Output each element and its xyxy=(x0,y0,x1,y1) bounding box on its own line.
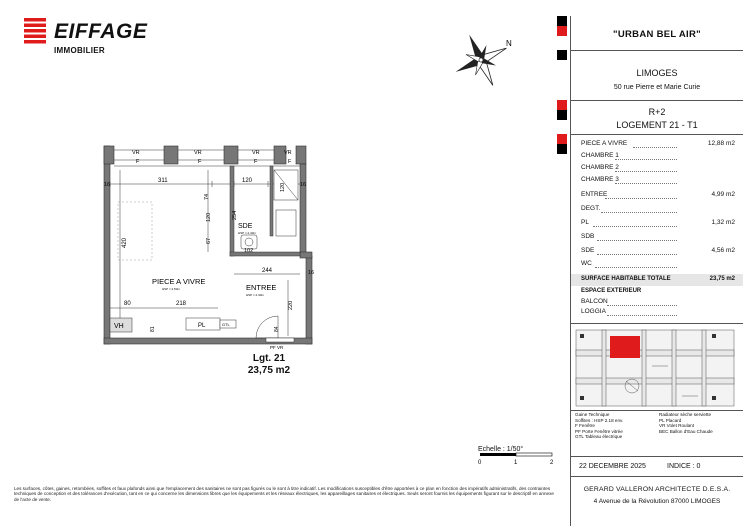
corner-square-icon xyxy=(557,134,567,144)
legend-item: VR Volet Roulant xyxy=(659,423,694,428)
room-name: SDB xyxy=(581,233,595,240)
exterior-item: BALCON xyxy=(581,298,608,305)
legend-item: BEC Ballon d'Eau Chaude xyxy=(659,428,713,434)
total-label: SURFACE HABITABLE TOTALE xyxy=(581,276,671,282)
scale-bar xyxy=(478,452,558,472)
dim-244: 244 xyxy=(262,268,273,274)
dim-420: 420 xyxy=(122,237,128,248)
architect-name: GERARD VALLERON ARCHITECTE D.E.S.A. xyxy=(583,486,731,493)
dim-120c: 120 xyxy=(206,212,212,222)
room-name: CHAMBRE 2 xyxy=(581,164,619,171)
room-name: CHAMBRE 1 xyxy=(581,152,619,159)
dim-218: 218 xyxy=(176,301,187,307)
total-surface-row xyxy=(571,274,743,286)
placard-label: PL xyxy=(198,323,206,329)
room-name: CHAMBRE 3 xyxy=(581,176,619,183)
scale-tick-0: 0 xyxy=(478,460,482,466)
window-label-2: VR xyxy=(194,150,202,156)
floor-plan xyxy=(96,140,326,350)
dim-16c: 16 xyxy=(308,270,315,276)
building-keymap xyxy=(572,326,738,410)
plan-index: INDICE : 0 xyxy=(667,463,701,470)
window-label-1: VR xyxy=(132,150,140,156)
dim-74: 74 xyxy=(204,193,210,200)
legend-item: PL Placard xyxy=(659,417,682,423)
dim-102: 102 xyxy=(244,248,254,254)
window-label-3: VR xyxy=(252,150,260,156)
pf-label: PF VR xyxy=(270,345,284,350)
legend-item: Radiateur sèche serviette xyxy=(659,412,712,417)
project-city: LIMOGES xyxy=(636,68,678,78)
room-value: 12,88 m2 xyxy=(707,140,735,147)
compass-rose-icon xyxy=(446,24,516,94)
room-label-living: PIECE A VIVRE xyxy=(152,277,206,286)
legend-item: GTL Tableau électrique xyxy=(575,434,623,439)
scale-label: Echelle : 1/50° xyxy=(478,446,524,453)
exterior-header: ESPACE EXTERIEUR xyxy=(581,288,642,294)
corner-square-icon xyxy=(557,50,567,60)
legend-item: F Fenêtre xyxy=(575,423,595,428)
lot-label-block xyxy=(246,353,292,377)
exterior-item: LOGGIA xyxy=(581,308,606,315)
eiffage-logo-mark-icon xyxy=(24,18,46,44)
room-label-entry: ENTREE xyxy=(246,283,277,292)
f-label-1: F xyxy=(136,159,140,165)
project-title: "URBAN BEL AIR" xyxy=(613,29,701,40)
disclaimer-text: Les surfaces, côtes, gaines, retombées, soffites et faux plafonds ainsi que l'emplacement des sanitaires ne sont pas figurés ou le sont à titre indicatif. Les modifications susceptibles d'être apportées à ce plan en fonction des impératifs administratifs, des contraintes techniques de conception et des tolérances d'exécution, tant en ce qui concerne les dimensions libres que les équipements et les réseaux électriques, les appareillages sanitaires et électriques. Seuls seront fournis les équipements figurant sur le descriptif en annexe de l'acte de vente. xyxy=(14,486,554,502)
plan-date: 22 DECEMBRE 2025 xyxy=(579,463,646,470)
room-value: 1,32 m2 xyxy=(711,219,735,226)
legend-left xyxy=(575,412,623,440)
project-address: 50 rue Pierre et Marie Curie xyxy=(613,84,701,91)
total-value: 23,75 m2 xyxy=(709,276,735,282)
corner-square-icon xyxy=(557,100,567,110)
room-name: SDE xyxy=(581,247,595,254)
lot-label: Lgt. 21 xyxy=(252,353,286,364)
dim-120a: 120 xyxy=(242,178,253,184)
room-name: PL xyxy=(581,219,589,226)
room-name: WC xyxy=(581,260,592,267)
dim-84: 84 xyxy=(274,326,280,332)
room-value: 4,56 m2 xyxy=(711,247,735,254)
gtl-label: GTL xyxy=(222,322,230,327)
corner-square-icon xyxy=(557,144,567,154)
compass-north-label: N xyxy=(506,39,512,48)
dim-16b: 16 xyxy=(300,182,307,188)
dim-67: 67 xyxy=(206,237,212,244)
room-note-entry: HSP = 2.40m xyxy=(246,293,264,297)
legend-item: Soffites : HSP 2.18 env. xyxy=(575,417,624,423)
f-label-4: F xyxy=(288,159,292,165)
dim-16a: 16 xyxy=(104,182,111,188)
architect-address: 4 Avenue de la Révolution 87000 LIMOGES xyxy=(593,498,721,505)
dim-81: 81 xyxy=(150,326,156,332)
room-label-sde: SDE xyxy=(238,223,253,230)
room-name: DEGT. xyxy=(581,205,601,212)
vh-label: VH xyxy=(114,323,124,330)
scale-tick-1: 1 xyxy=(514,460,518,466)
project-floor: R+2 xyxy=(648,107,666,117)
title-block xyxy=(570,16,743,526)
room-name: PIECE A VIVRE xyxy=(581,140,628,147)
room-note-living: HSP = 2.50m xyxy=(162,287,180,291)
room-name: ENTREE xyxy=(581,191,608,198)
corner-square-icon xyxy=(557,110,567,120)
project-unit: LOGEMENT 21 - T1 xyxy=(616,120,698,130)
highlighted-unit xyxy=(610,336,640,358)
room-value: 4,99 m2 xyxy=(711,191,735,198)
legend-right xyxy=(659,412,713,434)
f-label-3: F xyxy=(254,159,258,165)
f-label-2: F xyxy=(198,159,202,165)
legend-item: PF Porte Fenêtre vitrée xyxy=(575,428,623,434)
dim-120b: 120 xyxy=(280,182,286,192)
dim-254: 254 xyxy=(232,210,238,220)
dim-311: 311 xyxy=(158,178,168,184)
dim-80: 80 xyxy=(124,301,131,307)
window-label-4: VR xyxy=(284,150,292,156)
room-note-sde: HSP = 2.40m xyxy=(238,231,256,235)
brand-name: EIFFAGE xyxy=(54,20,148,43)
legend-item: Gaine Technique xyxy=(575,412,610,417)
brand-subname: IMMOBILIER xyxy=(54,46,105,55)
lot-area: 23,75 m2 xyxy=(247,365,291,376)
scale-tick-2: 2 xyxy=(550,460,554,466)
corner-square-icon xyxy=(557,26,567,36)
dim-220: 220 xyxy=(288,300,294,310)
corner-square-icon xyxy=(557,16,567,26)
